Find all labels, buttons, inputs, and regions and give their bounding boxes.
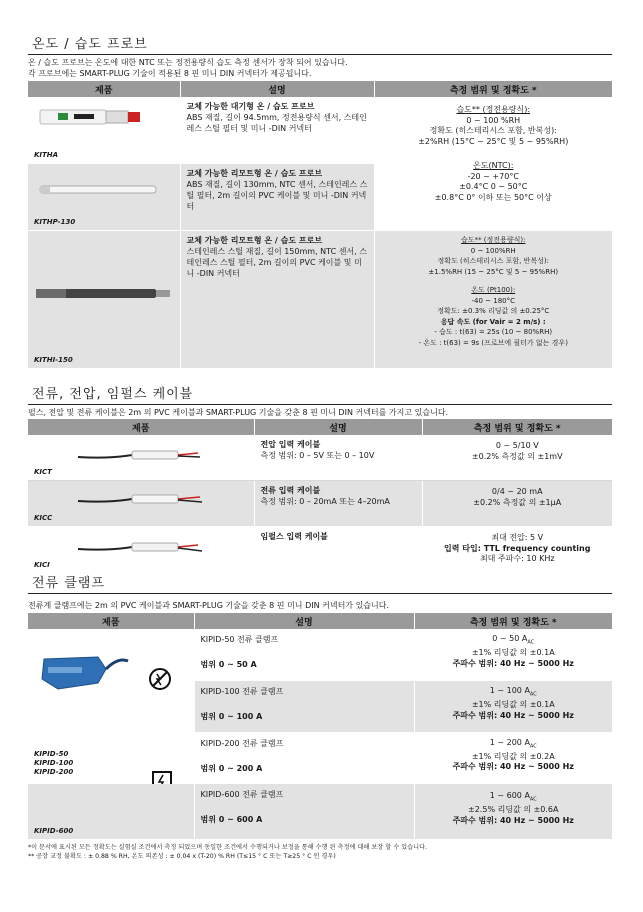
- column-header: 측정 범위 및 정확도 *: [422, 419, 612, 435]
- product-image-cell: [28, 784, 194, 840]
- spec-line: ±0.2% 측정값 의 ±1μA: [473, 497, 562, 507]
- product-code: KIPID-50: [34, 750, 69, 758]
- table-row: [28, 527, 612, 574]
- section-temp-humidity: [28, 33, 612, 369]
- column-header: 설명: [180, 81, 374, 97]
- product-desc: ABS 재질, 길이 130mm, NTC 센서, 스테인레스 스틸 필터, 2m 길이의 PVC 케이블 및 미니 -DIN 커넥터: [186, 180, 368, 211]
- section-intro: 펄스, 전압 및 전류 케이블은 2m 의 PVC 케이블과 SMART-PLUG 기술을 갖춘 8 핀 미니 DIN 커넥터를 가지고 있습니다.: [28, 408, 449, 417]
- description-cell: [180, 97, 374, 164]
- product-desc: 측정 범위: 0 – 20mA 또는 4–20mA: [260, 497, 390, 506]
- product-title: KIPID-100 전류 클램프: [200, 687, 284, 696]
- section-title: 전류 클램프: [28, 572, 612, 594]
- spec-line: - 온도 : t(63) = 9s (프로브에 필터가 없는 경우): [418, 338, 568, 347]
- product-code: KITHI-150: [34, 356, 73, 364]
- description-cell: [254, 435, 422, 481]
- spec-sub: AC: [527, 639, 535, 646]
- spec-line: 1 ~ 100 A: [489, 686, 530, 695]
- section-clamps: [28, 572, 612, 861]
- spec-line: ±1% 리딩값 의 ±0.1A: [471, 648, 555, 658]
- spec-cell: [422, 435, 612, 481]
- product-desc: 측정 범위: 0 – 5V 또는 0 – 10V: [260, 451, 375, 460]
- intro-line: 각 프로브에는 SMART-PLUG 기술이 적용된 8 핀 미니 DIN 커넥터가 제공됩니다.: [28, 69, 312, 78]
- spec-cell: [374, 231, 612, 369]
- spec-line: ±2%RH (15°C ~ 25°C 및 5 ~ 95%RH): [418, 136, 569, 146]
- description-cell: [194, 732, 414, 784]
- product-image-cell: [28, 527, 254, 574]
- no-dangerous-voltage-icon: [148, 667, 172, 691]
- product-desc: 스테인레스 스틸 재질, 길이 150mm, NTC 센서, 스테인레스 스틸 필터, 2m 길이의 PVC 케이블 및 미니 -DIN 커넥터: [186, 247, 367, 278]
- product-image-cell: [28, 629, 194, 784]
- product-image-cell: [28, 231, 180, 369]
- description-cell: [254, 527, 422, 574]
- product-range: 범위 0 ~ 100 A: [200, 712, 263, 721]
- footnote: *이 문서에 표시된 모든 정확도는 실험실 조건에서 측정 되었으며 동일한 조건에서 수행되거나 보정을 통해 수행 된 측정에 대해 보장 할 수 있습니다.: [28, 844, 428, 851]
- spec-cell: [422, 527, 612, 574]
- product-title: 임펄스 입력 케이블: [260, 532, 328, 541]
- spec-line: ±0.2% 측정값 의 ±1mV: [471, 451, 563, 461]
- spec-cell: [414, 629, 612, 681]
- spec-line: 0 ~ 5/10 V: [495, 441, 539, 450]
- column-header: 제품: [28, 613, 194, 629]
- spec-line: ±1.5%RH (15 ~ 25°C 및 5 ~ 95%RH): [428, 267, 559, 276]
- product-title: 교체 가능한 리모트형 온 / 습도 프로브: [186, 236, 323, 245]
- product-code: KITHA: [34, 151, 59, 159]
- spec-sub: AC: [529, 743, 537, 750]
- probe-table: [28, 81, 612, 369]
- spec-line: -40 ~ 180°C: [471, 296, 515, 305]
- table-header: [28, 419, 612, 435]
- spec-heading: 온도(NTC):: [473, 161, 514, 170]
- column-header: 제품: [28, 419, 254, 435]
- product-range: 범위 0 ~ 200 A: [200, 763, 263, 773]
- product-title: 전류 입력 케이블: [260, 486, 321, 495]
- spec-line: 주파수 범위: 40 Hz ~ 5000 Hz: [452, 762, 574, 772]
- kithp-probe-image: [28, 164, 180, 226]
- product-image-cell: [28, 164, 180, 231]
- product-title: 교체 가능한 리모트형 온 / 습도 프로브: [186, 169, 323, 178]
- spec-sub: AC: [529, 691, 537, 698]
- spec-line: 0 ~ 100%RH: [470, 246, 516, 255]
- spec-line: ±2.5% 리딩값 의 ±0.6A: [468, 805, 559, 815]
- product-code: KITHP-130: [34, 218, 76, 226]
- section-title: 전류, 전압, 임펄스 케이블: [28, 383, 612, 405]
- spec-line: 주파수 범위: 40 Hz ~ 5000 Hz: [452, 658, 574, 668]
- product-title: KIPID-600 전류 클램프: [200, 790, 284, 799]
- table-header: [28, 613, 612, 629]
- spec-line: 1 ~ 200 A: [489, 737, 530, 747]
- spec-line: 최대 주파수: 10 KHz: [479, 554, 555, 563]
- clamp-table: [28, 613, 612, 840]
- description-cell: [254, 481, 422, 527]
- spec-cell: [414, 732, 612, 784]
- product-code: KICT: [34, 468, 52, 476]
- section-intro: 전류계 클램프에는 2m 의 PVC 케이블과 SMART-PLUG 기술을 갖춘 8 핀 미니 DIN 커넥터가 있습니다.: [28, 601, 390, 610]
- column-header: 측정 범위 및 정확도 *: [374, 81, 612, 97]
- description-cell: [194, 629, 414, 681]
- spec-cell: [414, 784, 612, 840]
- product-code: KIPID-100: [34, 759, 74, 767]
- product-title: KIPID-200 전류 클램프: [200, 738, 284, 748]
- table-header: [28, 81, 612, 97]
- spec-line: 0/4 ~ 20 mA: [491, 487, 543, 496]
- spec-heading: 습도** (정전용량식):: [456, 105, 531, 114]
- table-row: [28, 481, 612, 527]
- column-header: 제품: [28, 81, 180, 97]
- product-codes: [34, 750, 73, 777]
- spec-line: 정확도 (히스테리시스 포함, 반복성):: [437, 257, 549, 265]
- product-desc: ABS 재질, 길이 94.5mm, 정전용량식 센서, 스테인레스 스틸 필터 및 미니 -DIN 커넥터: [186, 113, 367, 133]
- kici-cable-image: [28, 527, 254, 569]
- spec-line: 정확도: ±0.3% 리딩값 의 ±0.25°C: [437, 307, 550, 315]
- spec-line: ±0.8°C 0° 이하 또는 50°C 이상: [434, 192, 552, 202]
- table-row: [28, 435, 612, 481]
- spec-heading: 습도** (정전용량식):: [461, 236, 526, 244]
- spec-line: 0 ~ 50 A: [492, 634, 528, 643]
- footnotes: [28, 840, 612, 861]
- description-cell: [194, 784, 414, 840]
- kithi-probe-image: [28, 231, 180, 364]
- spec-line: - 습도 : t(63) = 25s (10 ~ 80%RH): [434, 328, 553, 336]
- kict-cable-image: [28, 435, 254, 476]
- description-cell: [194, 681, 414, 733]
- column-header: 설명: [254, 419, 422, 435]
- column-header: 설명: [194, 613, 414, 629]
- kicc-cable-image: [28, 481, 254, 522]
- intro-line: 온 / 습도 프로브는 온도에 대한 NTC 또는 정전용량식 습도 측정 센서가 장착 되어 있습니다.: [28, 58, 348, 67]
- spec-sub: AC: [529, 796, 537, 803]
- product-code: KIPID-600: [34, 827, 74, 835]
- spec-line: -20 ~ +70°C: [467, 171, 519, 181]
- product-range: 범위 0 ~ 600 A: [200, 815, 263, 824]
- product-image-cell: [28, 435, 254, 481]
- spec-line: 응답 속도 (for Vair = 2 m/s) :: [440, 317, 546, 326]
- footnote: ** 공장 교정 불확도 : ± 0.88 % RH, 온도 의존성 : ± 0.04 x (T-20) % RH (T≤15 ° C 또는 T≥25 ° C 인 경우): [28, 853, 336, 860]
- spec-line: 입력 타입: TTL frequency counting: [444, 543, 591, 553]
- spec-line: 정확도 (히스테리시스 포함, 반복성):: [429, 126, 557, 135]
- section-title: 온도 / 습도 프로브: [28, 33, 612, 55]
- kitha-probe-image: [28, 97, 180, 159]
- spec-line: 최대 전압: 5 V: [491, 533, 544, 542]
- column-header: 측정 범위 및 정확도 *: [414, 613, 612, 629]
- product-image-cell: [28, 481, 254, 527]
- product-range: 범위 0 ~ 50 A: [200, 660, 257, 669]
- spec-line: 1 ~ 600 A: [489, 791, 530, 800]
- table-row: [28, 784, 612, 840]
- product-title: 교체 가능한 대기형 온 / 습도 프로브: [186, 102, 315, 111]
- product-code: KICC: [34, 514, 53, 522]
- table-row: [28, 231, 612, 369]
- spec-line: 주파수 범위: 40 Hz ~ 5000 Hz: [452, 815, 574, 825]
- section-cables: [28, 383, 612, 574]
- spec-line: 0 ~ 100 %RH: [466, 115, 521, 125]
- section-intro: [28, 55, 612, 79]
- spec-line: 주파수 범위: 40 Hz ~ 5000 Hz: [452, 710, 574, 720]
- spec-line: ±1% 리딩값 의 ±0.1A: [471, 700, 555, 710]
- table-row: [28, 629, 612, 681]
- description-cell: [180, 164, 374, 231]
- spec-line: ±1% 리딩값 의 ±0.2A: [471, 751, 555, 761]
- product-title: KIPID-50 전류 클램프: [200, 635, 279, 644]
- description-cell: [180, 231, 374, 369]
- spec-cell: [414, 681, 612, 733]
- product-image-cell: [28, 97, 180, 164]
- product-code: KICI: [34, 561, 50, 569]
- cable-table: [28, 419, 612, 574]
- spec-line: ±0.4°C 0 ~ 50°C: [459, 182, 528, 191]
- spec-heading: 온도 (Pt100):: [471, 286, 516, 294]
- table-row: [28, 97, 612, 164]
- spec-cell: [374, 97, 612, 231]
- spec-cell: [422, 481, 612, 527]
- product-title: 전압 입력 케이블: [260, 440, 321, 449]
- product-code: KIPID-200: [34, 768, 74, 776]
